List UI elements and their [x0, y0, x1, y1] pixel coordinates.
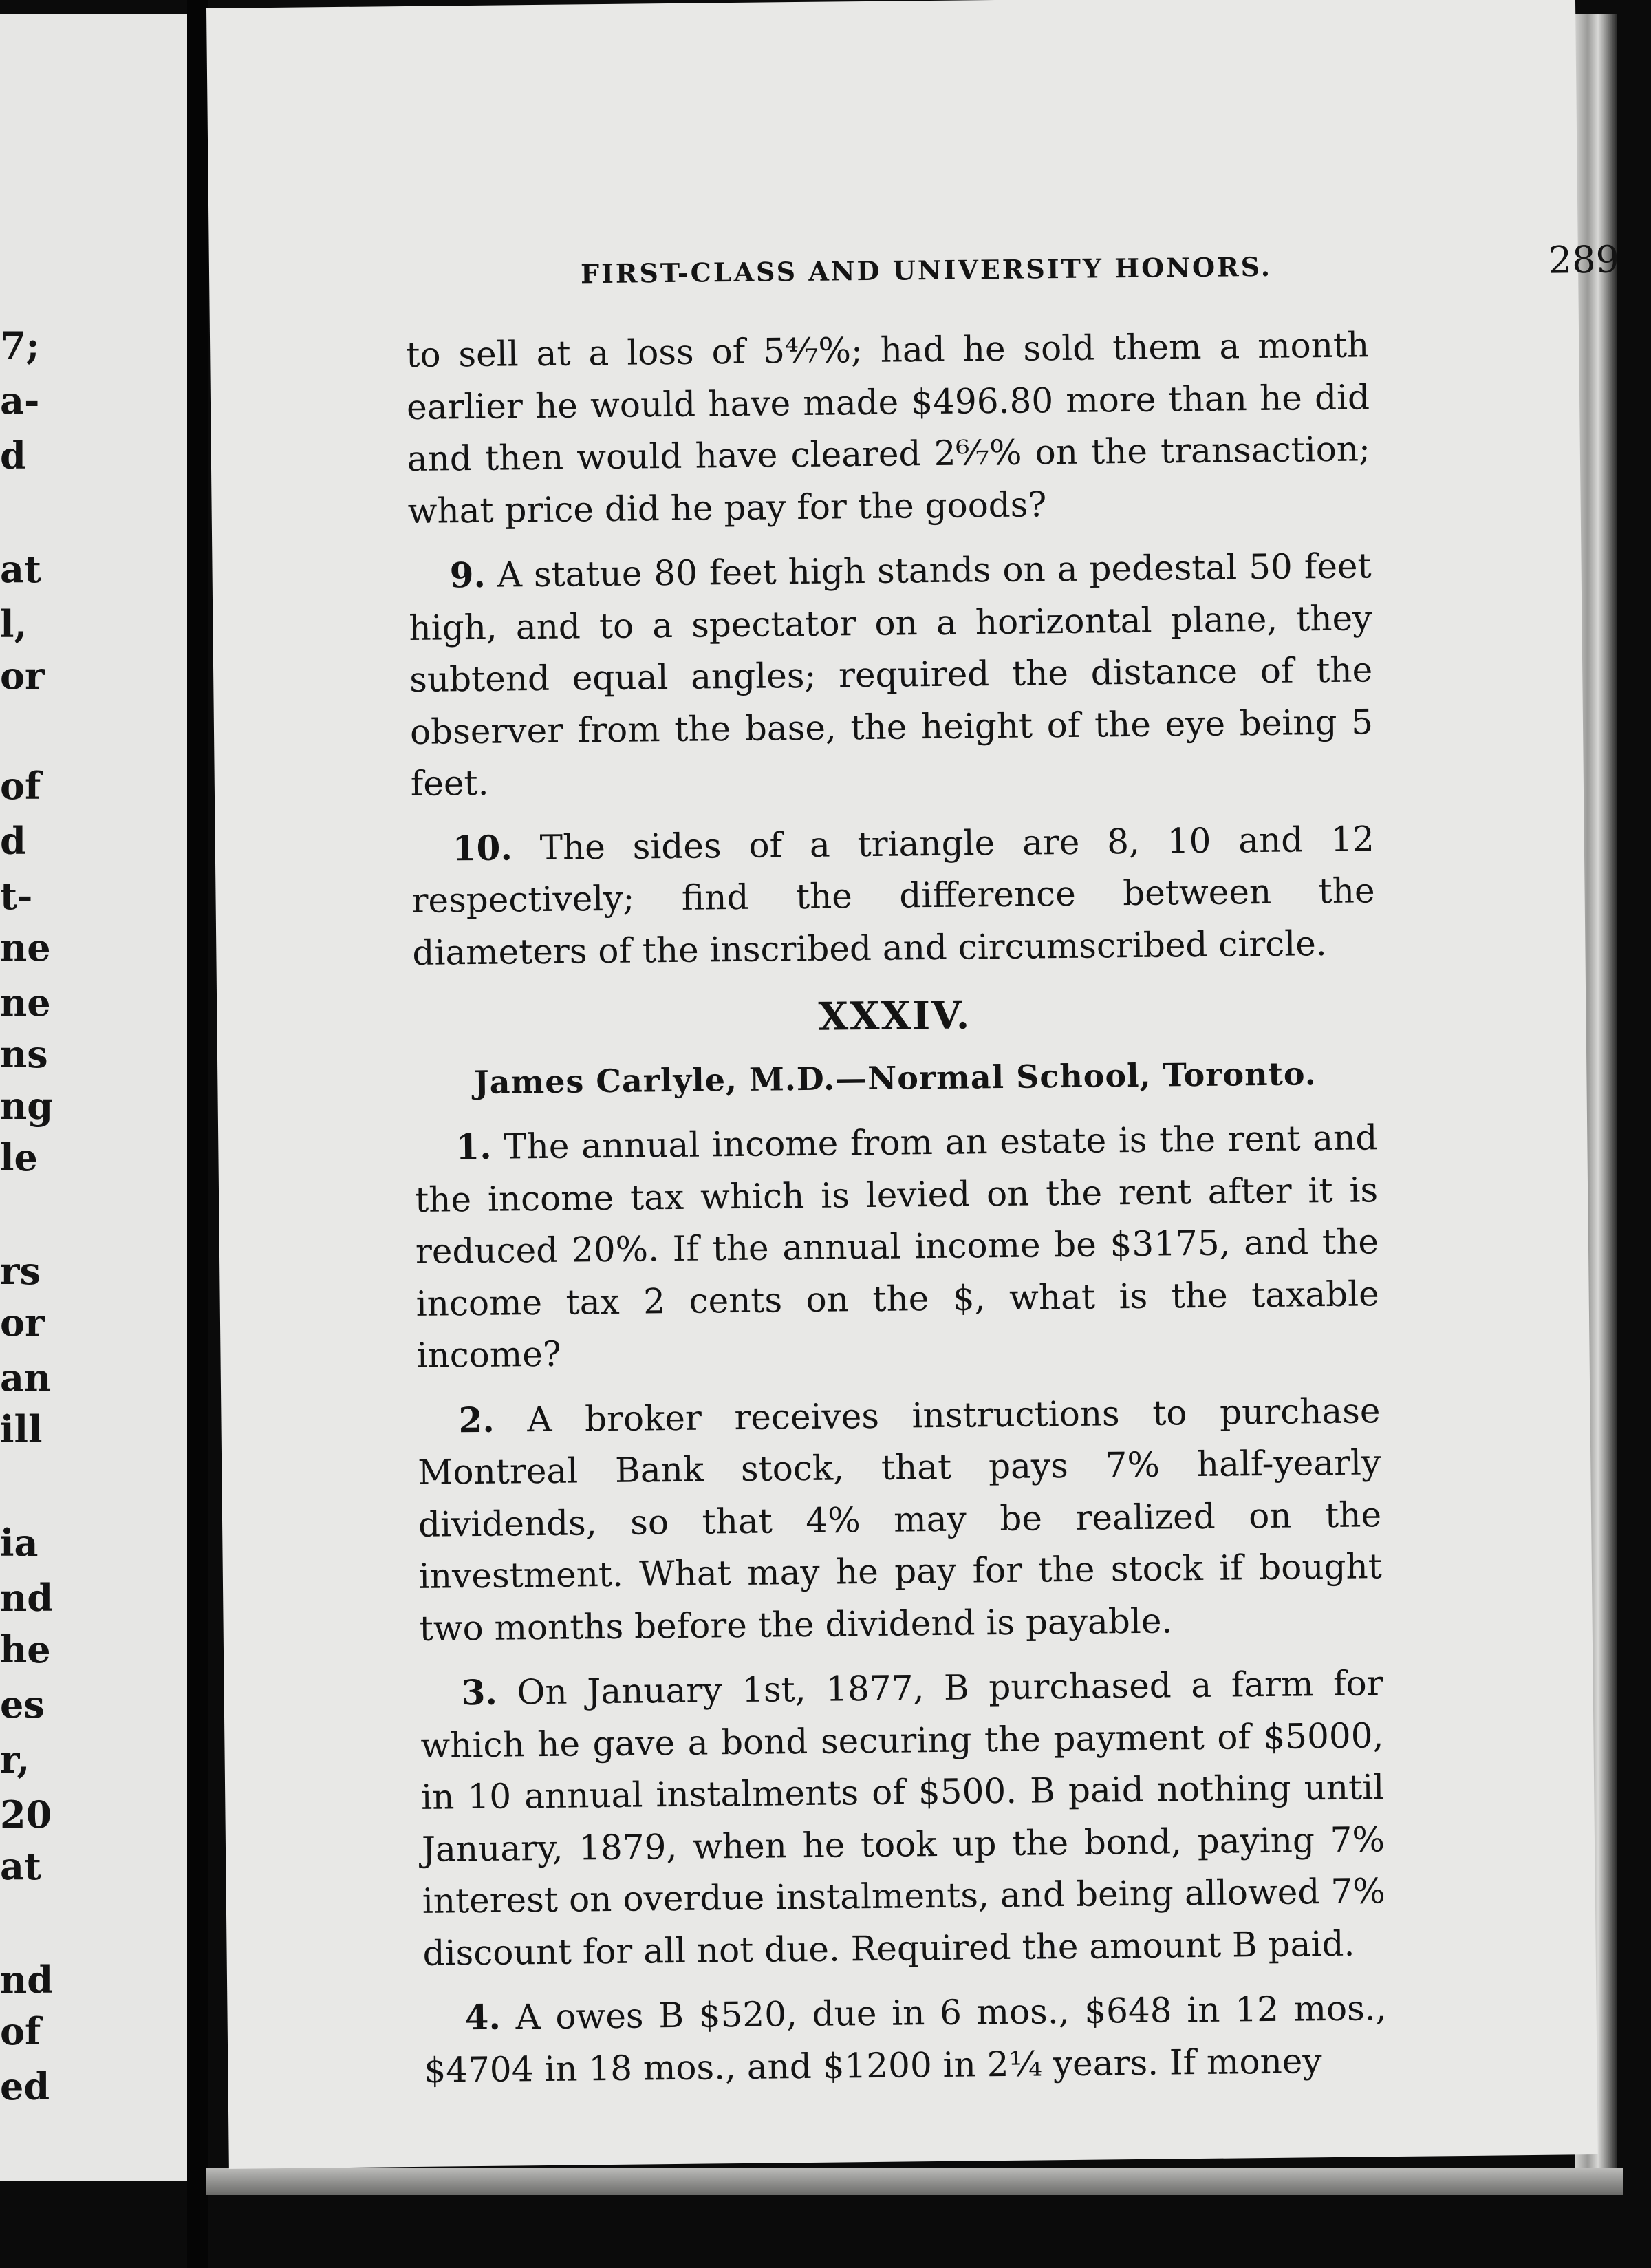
problem-number: 2. [458, 1399, 495, 1440]
book-page [206, 0, 1620, 2169]
facing-page-edge [0, 14, 187, 2181]
problem-text: A statue 80 feet high stands on a pedestal 50 feet high, and to a spectator on a horizontal plane, they subtend equal angles; required the distance of the observer from the base, the height of the eye being 5 feet. [409, 546, 1374, 804]
facing-page-fragment: nd [0, 1576, 54, 1620]
problem-number: 10. [452, 826, 513, 868]
problem-text: A owes B $520, due in 6 mos., $648 in 12 mos., $4704 in 18 mos., and $1200 in 2¼ years. If money [424, 1988, 1387, 2090]
page-bottom-edge [206, 2168, 1623, 2195]
page-number: 289 [1548, 237, 1620, 282]
facing-page-fragment: an [0, 1356, 52, 1400]
problem-10 [411, 813, 1375, 979]
facing-page-fragment: d [0, 434, 26, 478]
facing-page-fragment: 7; [0, 323, 40, 367]
problem-number: 9. [449, 554, 486, 596]
facing-page-fragment: t- [0, 874, 33, 918]
facing-page-fragment: 20 [0, 1793, 52, 1837]
facing-page-fragment: ne [0, 981, 51, 1025]
facing-page-fragment: at [0, 547, 41, 591]
facing-page-fragment: or [0, 1301, 45, 1345]
problem-text: The annual income from an estate is the rent and the income tax which is levied on the rent after it is reduced 20%. If the annual income be $3175, and the income tax 2 cents on the $, what is the taxable income? [414, 1117, 1379, 1376]
problem-number: 3. [461, 1671, 498, 1713]
facing-page-fragment: or [0, 654, 45, 698]
problem-number: 1. [455, 1126, 492, 1168]
facing-page-fragment: of [0, 2009, 41, 2053]
running-head: FIRST-CLASS AND UNIVERSITY HONORS. [580, 250, 1273, 290]
page-header [581, 238, 1620, 297]
continued-problem-text: to sell at a loss of 5⁴⁄₇%; had he sold them a month earlier he would have made $496.80 more than he did and then would have cleared 2⁶⁄₇% on the transaction; what price did he pay for the goods? [405, 325, 1371, 531]
problem-1 [414, 1111, 1380, 1382]
facing-page-fragment: rs [0, 1249, 41, 1293]
facing-page-fragment: ia [0, 1521, 39, 1565]
facing-page-fragment: ne [0, 926, 51, 970]
facing-page-fragment: ns [0, 1032, 48, 1076]
problem-3 [420, 1657, 1386, 1980]
facing-page-fragment: ng [0, 1084, 54, 1128]
problem-text: A broker receives instructions to purchase Montreal Bank stock, that pays 7% half-yearly dividends, so that 4% may be realized on the investment. What may he pay for the stock if bought two months before the dividend is payable. [417, 1390, 1383, 1649]
book-gutter [187, 0, 208, 2268]
problem-text: The sides of a triangle are 8, 10 and 12 respectively; find the difference between the diameters of the inscribed and circumscribed circle. [411, 818, 1375, 973]
problem-2 [417, 1384, 1383, 1655]
facing-page-fragment: l, [0, 602, 28, 646]
section-author: James Carlyle, M.D.—Normal School, Toronto. [473, 1054, 1317, 1101]
facing-page-fragment: es [0, 1682, 45, 1726]
page-body [406, 319, 1388, 2097]
facing-page-fragment: ill [0, 1407, 43, 1451]
facing-page-fragment: of [0, 764, 41, 808]
facing-page-fragment: r, [0, 1737, 30, 1782]
problem-4 [423, 1982, 1388, 2097]
facing-page-fragment: nd [0, 1958, 54, 2002]
section-title: XXXIV. [818, 992, 971, 1040]
problem-text: On January 1st, 1877, B purchased a farm for which he gave a bond securing the payment of $5000, in 10 annual instalments of $500. B paid nothing until January, 1879, when he took up the bond, paying 7% interest on overdue instalments, and being allowed 7% discount for all not due. Required the amount B paid. [420, 1663, 1386, 1973]
facing-page-fragment: at [0, 1844, 41, 1888]
facing-page-fragment: ed [0, 2064, 50, 2108]
problem-9 [408, 539, 1374, 810]
problem-number: 4. [464, 1996, 501, 2038]
facing-page-fragment: d [0, 819, 26, 863]
facing-page-fragment: he [0, 1627, 51, 1671]
facing-page-fragment: a- [0, 378, 40, 422]
facing-page-fragment: le [0, 1135, 38, 1179]
